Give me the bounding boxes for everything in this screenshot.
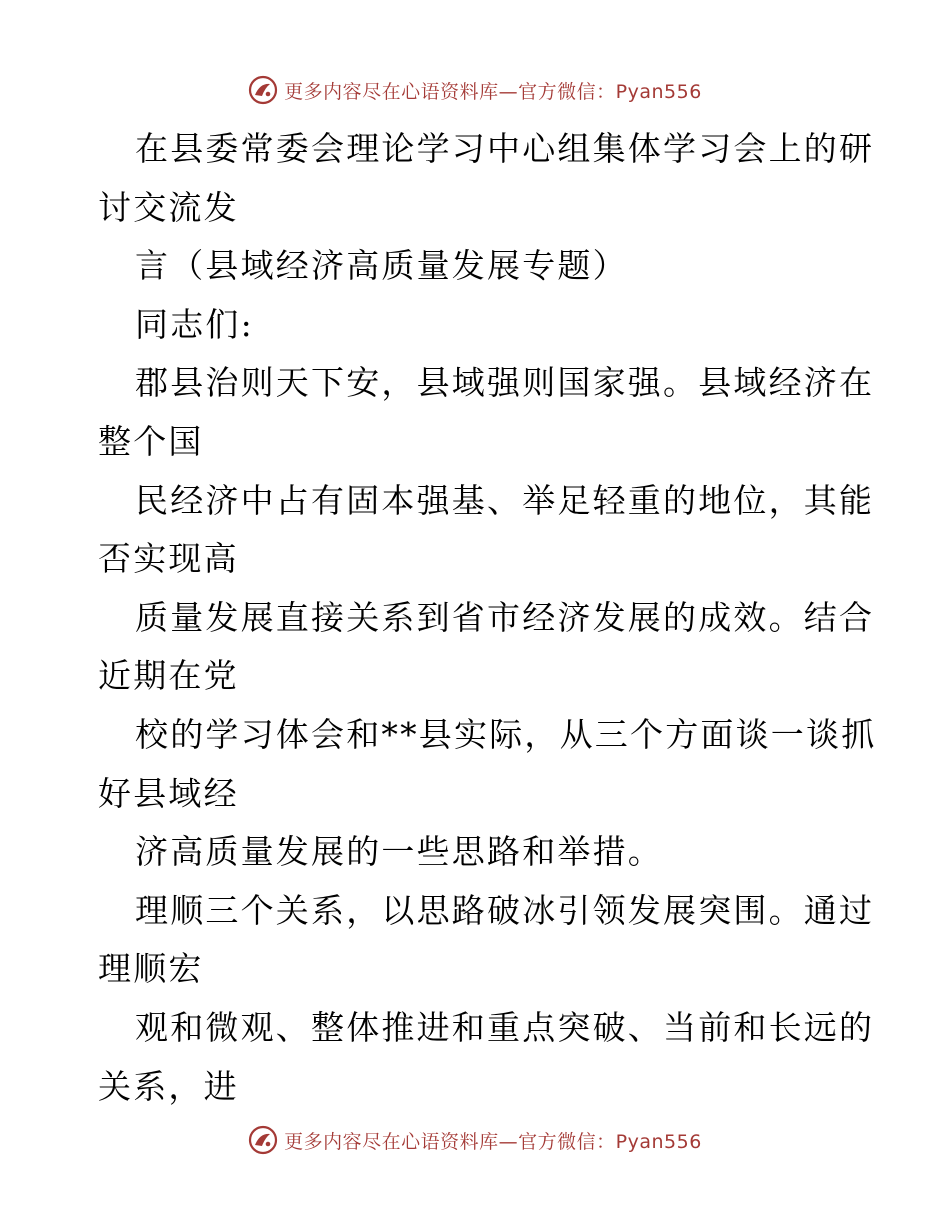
document-line: 整个国 — [98, 421, 204, 461]
brush-seal-icon — [248, 75, 278, 105]
document-line: 观和微观、整体推进和重点突破、当前和长远的 — [135, 1007, 875, 1047]
document-line: 言（县域经济高质量发展专题） — [135, 246, 628, 286]
document-line: 否实现高 — [98, 539, 239, 579]
document-line: 理顺三个关系，以思路破冰引领发展突围。通过 — [135, 890, 875, 930]
document-body — [98, 120, 877, 1116]
footer-watermark-text: 更多内容尽在心语资料库—官方微信：Pyan556 — [284, 1130, 702, 1153]
header-watermark-banner — [0, 70, 950, 110]
document-line: 讨交流发 — [98, 187, 239, 227]
document-line: 济高质量发展的一些思路和举措。 — [135, 832, 663, 872]
document-line: 好县域经 — [98, 773, 239, 813]
document-line: 关系，进 — [98, 1066, 239, 1106]
document-line: 校的学习体会和**县实际，从三个方面谈一谈抓 — [135, 714, 877, 754]
document-line: 郡县治则天下安，县域强则国家强。县域经济在 — [135, 363, 875, 403]
document-line: 近期在党 — [98, 656, 239, 696]
document-line: 在县委常委会理论学习中心组集体学习会上的研 — [135, 129, 875, 168]
document-line: 质量发展直接关系到省市经济发展的成效。结合 — [135, 597, 875, 637]
brush-seal-icon — [248, 1125, 278, 1155]
footer-watermark-banner — [0, 1120, 950, 1160]
header-watermark-text: 更多内容尽在心语资料库—官方微信：Pyan556 — [284, 80, 702, 103]
document-line: 民经济中占有固本强基、举足轻重的地位，其能 — [135, 480, 875, 520]
document-line: 理顺宏 — [98, 949, 204, 989]
document-line: 同志们: — [135, 304, 254, 344]
